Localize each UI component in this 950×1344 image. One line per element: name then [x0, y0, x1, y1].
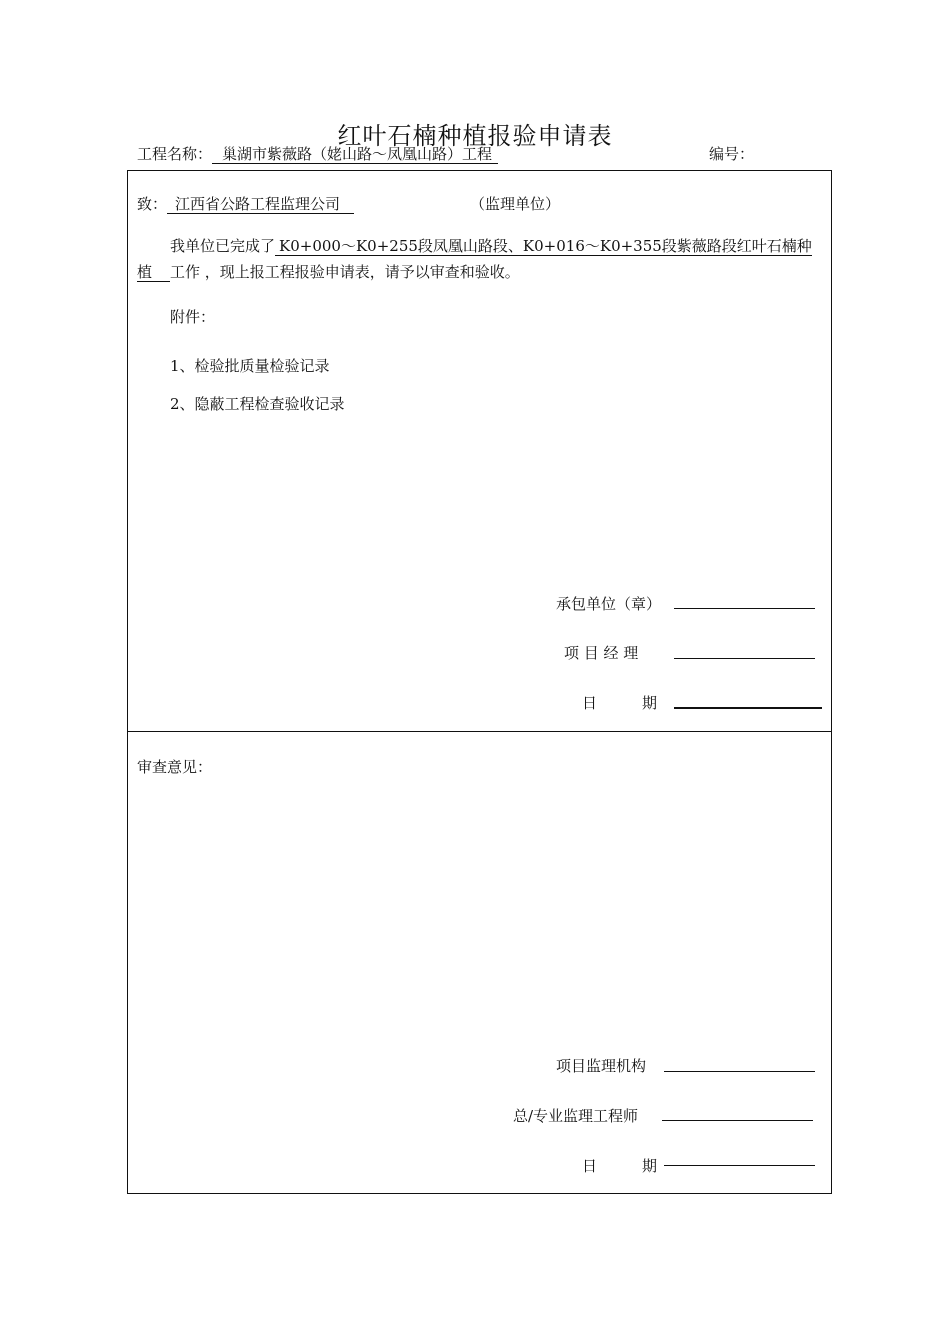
- review-opinion-label: 审查意见：: [137, 758, 213, 776]
- application-date-label: 日 期: [582, 694, 658, 712]
- supervisor-unit-value: 江西省公路工程监理公司: [167, 195, 354, 214]
- project-label: 工程名称：: [137, 145, 213, 163]
- project-name-row: [137, 143, 498, 164]
- work-description-part1: K0+000～K0+255段凤凰山路段、K0+016～K0+355段紫薇路段红叶石楠种: [275, 237, 812, 256]
- supervising-engineer-label: 总/专业监理工程师: [513, 1107, 639, 1125]
- supervisor-role-label: （监理单位）: [470, 195, 561, 213]
- number-label: 编号：: [709, 145, 755, 163]
- engineer-signature-line: [662, 1120, 813, 1121]
- contractor-signature-line: [674, 608, 815, 609]
- intro-suffix: 工作 ，现上报工程报验申请表，请予以审查和验收。: [170, 263, 520, 281]
- addressee-row: [137, 193, 354, 214]
- to-label: 致：: [137, 195, 168, 213]
- review-date-label: 日 期: [582, 1157, 658, 1175]
- project-manager-label: 项 目 经 理: [564, 644, 639, 662]
- attachment-item: 1、检验批质量检验记录: [170, 357, 330, 375]
- project-name-value: 巢湖市紫薇路（姥山路～凤凰山路）工程: [212, 145, 498, 164]
- application-date-line: [674, 707, 822, 709]
- work-statement-line2: [137, 257, 520, 287]
- agency-signature-line: [664, 1071, 815, 1072]
- intro-prefix: 我单位已完成了: [170, 237, 276, 255]
- work-description-part2: 植: [137, 263, 170, 282]
- supervision-agency-label: 项目监理机构: [556, 1057, 647, 1075]
- review-date-line: [664, 1165, 815, 1166]
- review-section: [127, 731, 832, 1194]
- attachments-label: 附件：: [170, 308, 216, 326]
- attachment-item: 2、隐蔽工程检查验收记录: [170, 395, 345, 413]
- page-title: 红叶石楠种植报验申请表: [337, 122, 613, 150]
- contractor-label: 承包单位（章）: [556, 595, 662, 613]
- manager-signature-line: [674, 658, 815, 659]
